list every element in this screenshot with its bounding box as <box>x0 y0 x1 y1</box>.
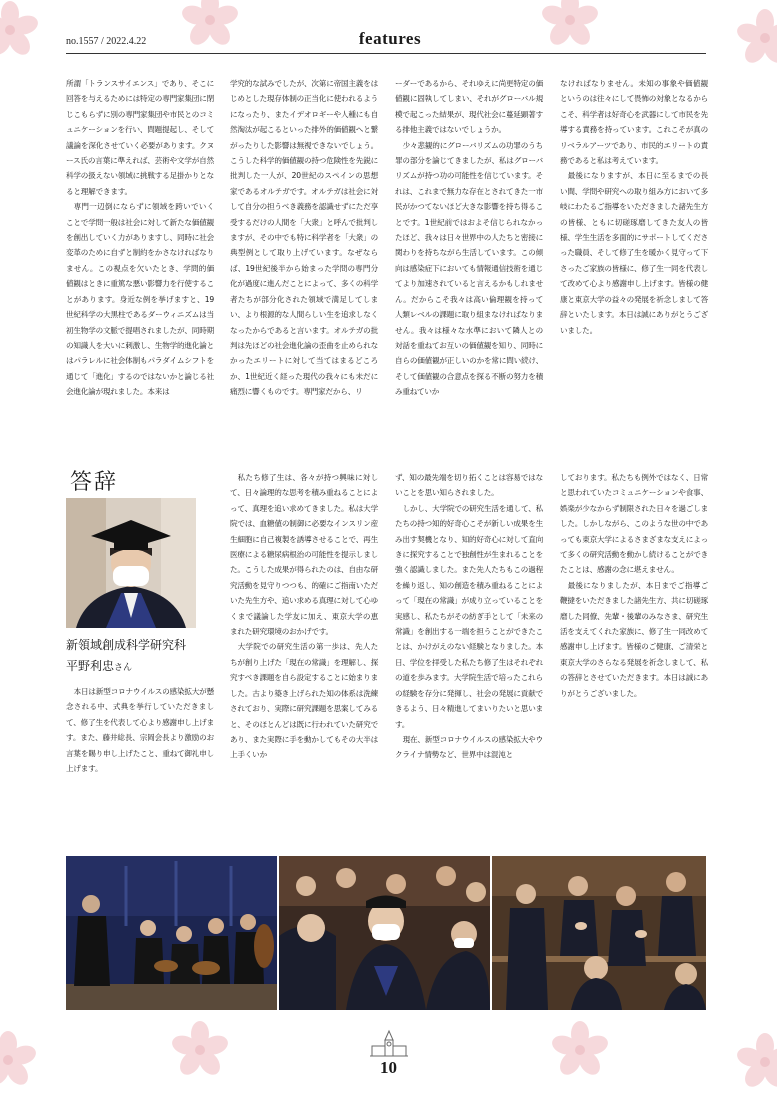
orchestra-photo <box>66 856 277 1010</box>
speaker-name <box>66 657 132 674</box>
paragraph: 所謂「トランスサイエンス」であり、そこに回答を与えるためには特定の専門家集団に閉じこもらずに別の専門家集団や市民とのコミュニケーションを行い、問題提起し、そして議論を深化させていく必要があります。クヌース氏の言葉に準えれば、芸術や文学が自然科学の扱えない領域に挑戦する足掛かりとなると理解できます。 <box>66 79 214 196</box>
section-title: features <box>358 29 422 48</box>
header-divider <box>66 53 706 54</box>
article-column-1 <box>66 76 214 436</box>
applause-photo <box>492 856 706 1010</box>
sakura-blossom-icon <box>0 0 40 60</box>
speaker-portrait <box>66 498 196 628</box>
article-column-4 <box>560 76 708 436</box>
speech-column-2 <box>230 470 378 810</box>
paragraph: 最後になりますが、本日に至るまでの長い間、学問や研究への取り組み方において多岐にわたるご指導をいただきました諸先生方の皆様、ともに切磋琢磨してきた友人の皆様、学生生活を多面的にサポートしてくださった職員、そして修了生を暖かく見守って下さったご家族の皆様に、修了生一同を代表して改めて心より感謝申し上げます。皆様の健康と東京大学の益々の発展を祈念しまして答辞といたします。本日は誠にありがとうございました。 <box>560 171 708 335</box>
paragraph: 専門一辺倒にならずに領域を跨いでいくことで学問一般は社会に対して新たな価値観を創出していく力がありますし、同時に社会変革のために自ずと制約をかさなければなりません。この視点を欠いたとき、学問的価値観はときに重篤な悪い影響力を行使することがあります。身近な例を挙げますと、19世紀科学の大黒柱であるダーウィニズムは当初生物学の文脈で提唱されましたが、同時期の知識人を大いに刺激し、生物学的進化論とはパラレルに社会体制もパラダイムシフトを通じて「進化」するのではないかと論じる社会進化論が現れました。本来は <box>66 202 214 397</box>
sakura-blossom-icon <box>550 1020 610 1080</box>
page-number: 10 <box>380 1058 397 1077</box>
paragraph: 大学院での研究生活の第一歩は、先人たちが創り上げた「現在の常識」を理解し、探究すべき課題を自ら設定することに始まりました。古より築き上げられた知の体系は洗練されており、実際に研究課題を思案してみると、そのほとんどは既に行われていた研究であり、また実際に手を動かしてもその大半は上手くいか <box>230 642 378 760</box>
paragraph: ーダーであるから、それゆえに尚更特定の価値観に固執してしまい、それがグローバル規模で起こった結果が、現代社会に蔓延顕著する排他主義ではないでしょうか。 <box>395 79 543 135</box>
speaker-affiliation: 新領域創成科学研究科 <box>66 638 187 652</box>
issue-number: no.1557 / 2022.4.22 <box>66 36 147 47</box>
graduates-photo <box>279 856 490 1010</box>
speaker-honorific: さん <box>114 663 133 673</box>
speech-column-3 <box>395 470 543 810</box>
speech-column-4 <box>560 470 708 810</box>
sakura-blossom-icon <box>735 1032 777 1092</box>
sakura-blossom-icon <box>170 1020 230 1080</box>
sakura-blossom-icon <box>540 0 600 50</box>
speech-heading: 答辞 <box>70 470 119 495</box>
paragraph: 少々悲観的にグローバリズムの功罪のうち罪の部分を論じてきましたが、私はグローバリズムが持つ功の可能性を信じています。それは、これまで無力な存在とされてきた一市民がかつてないほど大きな影響を持ち得ることです。1世紀前ではおよそ信じられなかったほど、我々は日々世界中の人たちと密接に関わりを持ちながら生活しています。この傾向は感染症下においても情報通信技術を通じてより加速されていると言えるかもしれません。だからこそ我々は高い倫理観を持って人類レベルの課題に取り組まなければなりません。我々は様々な水準において隣人との対話を重ねてお互いの価値観を知り、同時に自らの価値観が正しいのかを常に問い続け、そして価値観の合意点を探る不断の努力を積み重ねていか <box>395 140 543 397</box>
paragraph: 最後になりましたが、本日までご指導ご鞭撻をいただきました諸先生方、共に切磋琢磨した同僚、先輩・後輩のみなさま、研究生活を支えてくれた家族に、修了生一同改めて感謝申し上げます。皆様のご健康、ご清栄と東京大学のさらなる発展を祈念しまして、私の答辞とさせていただきます。本日は誠にありがとうございました。 <box>560 580 708 698</box>
paragraph: 学究的な試みでしたが、次第に帝国主義をはじめとした現存体制の正当化に使われるようになったり、またイデオロギーや人種にも自然淘汰が起こるといった排外的価値観へと繋がったりした影響は無視できないでしょう。こうした科学的価値観の持つ危険性を先鋭に批判した一人が、20世紀のスペインの思想家であるオルテガです。オルテガは社会に対して自分の担うべき義務を認識せずにただ享受するだけの人間を「大衆」と呼んで批判しますが、その中でも特に科学者を「大衆」の典型例として取り上げています。なぜならば、19世紀後半から始まった学問の専門分化が過度に進んだことによって、多くの科学者たちが部分化された領域で満足してしまい、より根源的な人間らしい生を追求しなくなったからであると言います。オルテガの批判は先ほどの社会進化論の歪曲を止められなかったエリートに対して当てはまるどころか、1世紀近く経った現代の我々にも未だに痛烈に響くものです。専門家だから、リ <box>230 79 378 397</box>
paragraph: 本日は新型コロナウイルスの感染拡大が懸念される中、式典を挙行していただきまして、修了生を代表して心より感謝申し上げます。また、藤井総長、宗岡会長より激励のお言葉を賜り申し上げたこと、重ねて御礼申し上げます。 <box>66 687 214 774</box>
paragraph: 現在、新型コロナウイルスの感染拡大やウクライナ情勢など、世界中は混沌と <box>395 734 543 760</box>
article-column-3 <box>395 76 543 436</box>
speech-column-1 <box>66 684 214 804</box>
clock-tower-icon <box>368 1028 410 1058</box>
paragraph: しかし、大学院での研究生活を通して、私たちの持つ知的好奇心こそが新しい成果を生み出す契機となり、知的好奇心に対して直向きに探究することで独創性が生まれることを強く認識しました。また先人たちもこの過程を繰り返し、知の創造を積み重ねることによって「現在の常識」が成り立っていることを実感し、私たちがその紡ぎ手として「未来の常識」を創出する一端を担うことができたことは、かけがえのない経験となりました。本日、学位を拝受した私たち修了生はそれぞれの道を歩みます。大学院生活で培ったこれらの経験を存分に発揮し、社会の発展に貢献できるよう、日々精進してまいりたいと思います。 <box>395 503 543 729</box>
paragraph: ず、知の最先端を切り拓くことは容易ではないことを思い知らされました。 <box>395 473 543 498</box>
speaker-name-text: 平野利忠 <box>66 659 115 673</box>
paragraph: 私たち修了生は、各々が持つ興味に対して、日々論理的な思考を積み重ねることによって、真理を追い求めてきました。私は大学院では、血糖値の制御に必要なインスリン産生細胞に自己複製を誘導させることで、再生医療による糖尿病根治の可能性を提示しました。こうした成果が得られたのは、自由な研究活動を見守りつつも、的確にご指南いただいた先生方や、追い求める真理に対して心ゆくまで議論した学友に加え、東京大学の恵まれた研究環境のおかげです。 <box>230 473 378 637</box>
photo-strip <box>66 856 706 1010</box>
paragraph: なければなりません。未知の事象や価値観というのは往々にして畏怖の対象となるからこそ、科学者は好奇心を武器にして市民を先導する責務を持っています。これこそが真のリベラルアーツであり、市民的エリートの責務であると私は考えています。 <box>560 79 708 166</box>
sakura-blossom-icon <box>180 0 240 50</box>
sakura-blossom-icon <box>0 1030 38 1090</box>
article-column-2 <box>230 76 378 436</box>
sakura-blossom-icon <box>735 8 777 68</box>
paragraph: しております。私たちも例外ではなく、日常と思われていたコミュニケーションや食事、娯楽が少なからず制限された日々を過ごしました。しかしながら、このような世の中であっても東京大学によるさまざまな支えによって多くの研究活動を動かし続けることができたことは、感謝の念に堪えません。 <box>560 473 708 575</box>
